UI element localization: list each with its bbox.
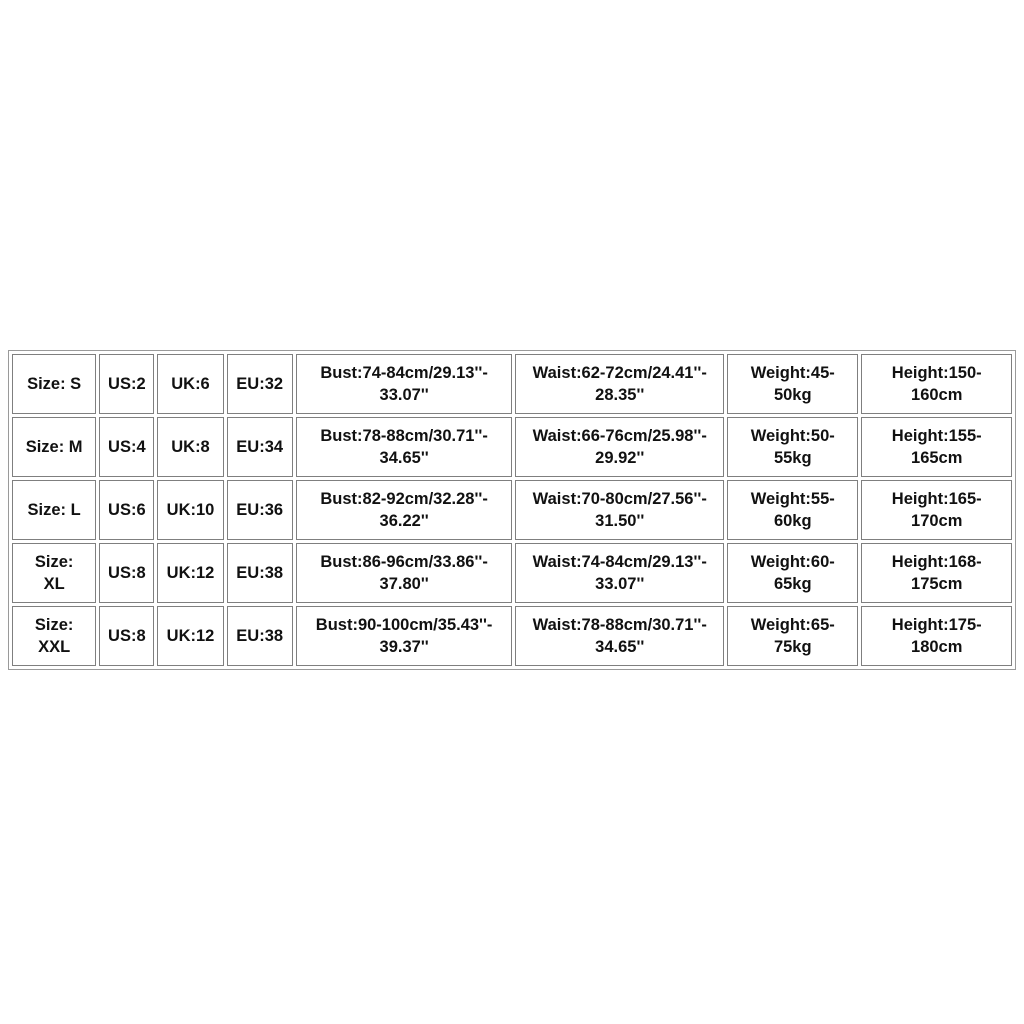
uk-size-cell: UK:8 bbox=[157, 417, 223, 477]
eu-size-cell: EU:38 bbox=[227, 543, 293, 603]
size-cell: Size: XL bbox=[12, 543, 96, 603]
weight-cell: Weight:50- 55kg bbox=[727, 417, 858, 477]
height-cell: Height:168- 175cm bbox=[861, 543, 1012, 603]
bust-cell: Bust:86-96cm/33.86''- 37.80'' bbox=[296, 543, 513, 603]
uk-size-cell: UK:12 bbox=[157, 543, 223, 603]
us-size-cell: US:8 bbox=[99, 543, 154, 603]
weight-cell: Weight:65- 75kg bbox=[727, 606, 858, 666]
height-cell: Height:155- 165cm bbox=[861, 417, 1012, 477]
uk-size-cell: UK:12 bbox=[157, 606, 223, 666]
uk-size-cell: UK:10 bbox=[157, 480, 223, 540]
eu-size-cell: EU:32 bbox=[227, 354, 293, 414]
eu-size-cell: EU:38 bbox=[227, 606, 293, 666]
table-row bbox=[12, 417, 1012, 477]
waist-cell: Waist:62-72cm/24.41''- 28.35'' bbox=[515, 354, 724, 414]
height-cell: Height:165- 170cm bbox=[861, 480, 1012, 540]
eu-size-cell: EU:34 bbox=[227, 417, 293, 477]
size-cell: Size: L bbox=[12, 480, 96, 540]
table-row bbox=[12, 606, 1012, 666]
height-cell: Height:175- 180cm bbox=[861, 606, 1012, 666]
waist-cell: Waist:74-84cm/29.13''- 33.07'' bbox=[515, 543, 724, 603]
us-size-cell: US:6 bbox=[99, 480, 154, 540]
waist-cell: Waist:66-76cm/25.98''- 29.92'' bbox=[515, 417, 724, 477]
bust-cell: Bust:82-92cm/32.28''- 36.22'' bbox=[296, 480, 513, 540]
weight-cell: Weight:45- 50kg bbox=[727, 354, 858, 414]
table-row bbox=[12, 543, 1012, 603]
size-cell: Size: S bbox=[12, 354, 96, 414]
waist-cell: Waist:70-80cm/27.56''- 31.50'' bbox=[515, 480, 724, 540]
size-cell: Size: XXL bbox=[12, 606, 96, 666]
weight-cell: Weight:60- 65kg bbox=[727, 543, 858, 603]
bust-cell: Bust:74-84cm/29.13''- 33.07'' bbox=[296, 354, 513, 414]
us-size-cell: US:8 bbox=[99, 606, 154, 666]
height-cell: Height:150- 160cm bbox=[861, 354, 1012, 414]
size-chart-table bbox=[8, 350, 1016, 670]
table-row bbox=[12, 354, 1012, 414]
table-row bbox=[12, 480, 1012, 540]
weight-cell: Weight:55- 60kg bbox=[727, 480, 858, 540]
uk-size-cell: UK:6 bbox=[157, 354, 223, 414]
bust-cell: Bust:90-100cm/35.43''- 39.37'' bbox=[296, 606, 513, 666]
us-size-cell: US:4 bbox=[99, 417, 154, 477]
waist-cell: Waist:78-88cm/30.71''- 34.65'' bbox=[515, 606, 724, 666]
bust-cell: Bust:78-88cm/30.71''- 34.65'' bbox=[296, 417, 513, 477]
us-size-cell: US:2 bbox=[99, 354, 154, 414]
eu-size-cell: EU:36 bbox=[227, 480, 293, 540]
size-cell: Size: M bbox=[12, 417, 96, 477]
